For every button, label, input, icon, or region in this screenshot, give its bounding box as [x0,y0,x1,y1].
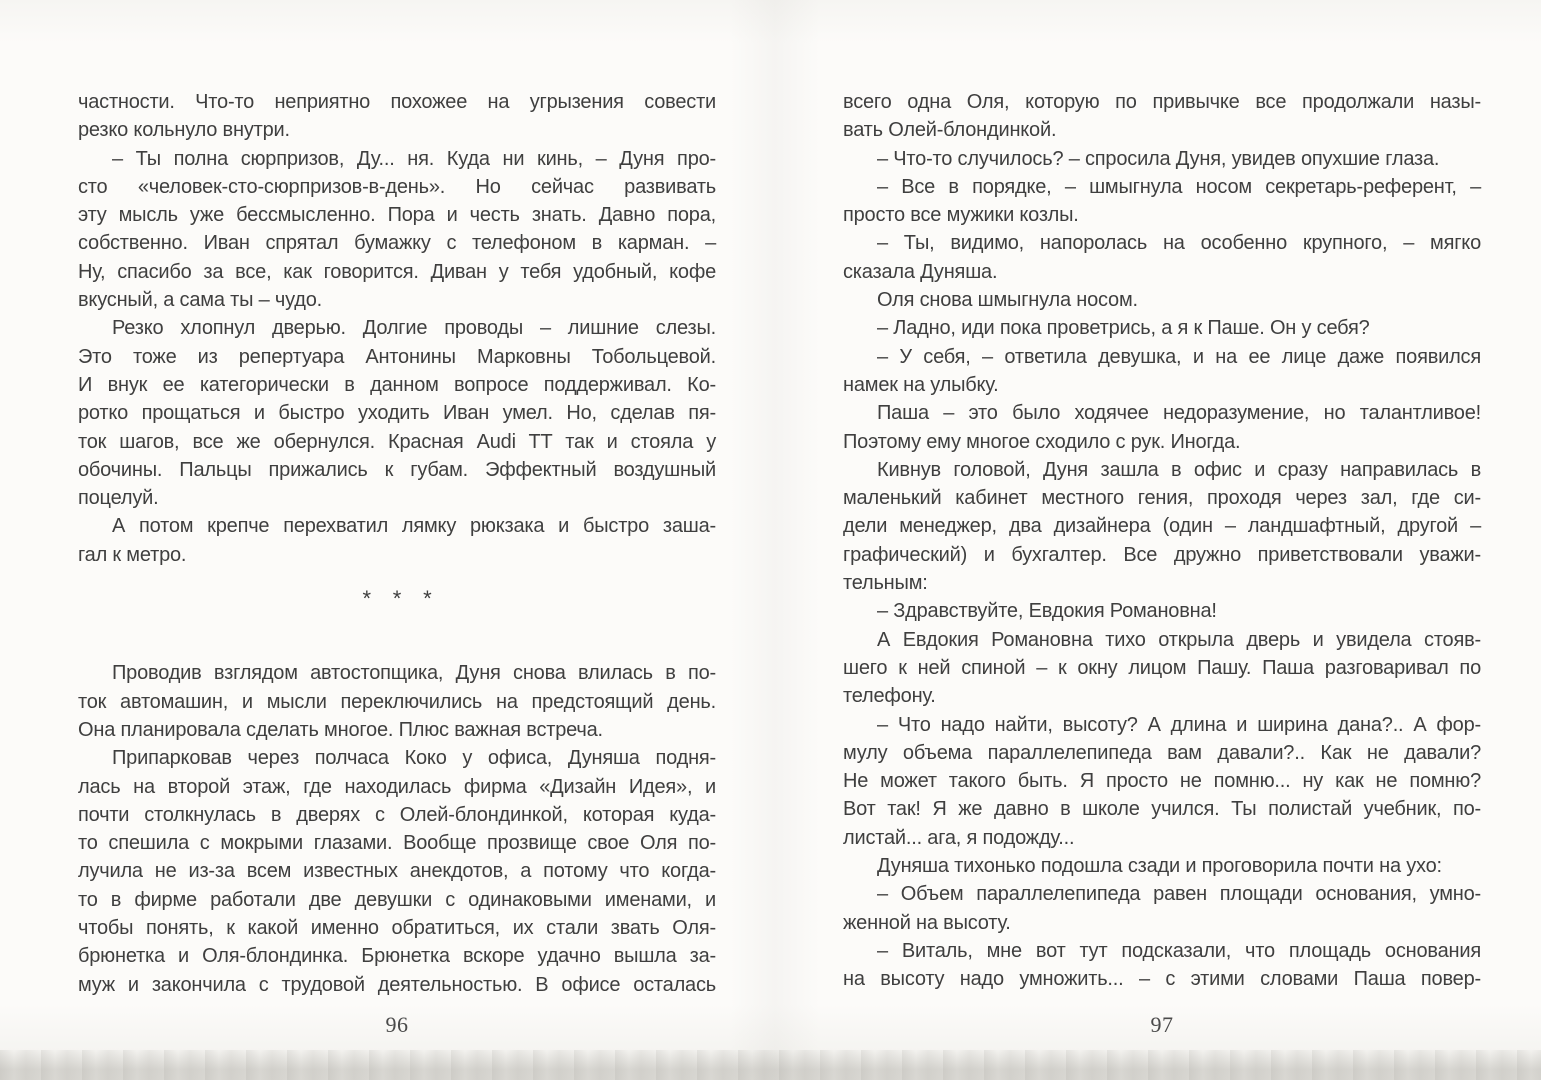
text-line: женной на высоту. [843,911,1011,934]
text-line: всего одна Оля, которую по привычке все продолжали назы- [843,91,1481,113]
text-line: резко кольнуло внутри. [78,119,290,142]
text-line: почти столкнулась в дверях с Олей-блондинкой, которая куда- [78,803,716,826]
text-line: Кивнув головой, Дуня зашла в офис и сразу направилась в [877,458,1481,481]
text-line: Она планировала сделать многое. Плюс важная встреча. [78,718,603,741]
spine-shade [730,0,820,1080]
text-line: Проводив взглядом автостопщика, Дуня снова влилась в по- [112,662,716,685]
text-line: Паша – это было ходячее недоразумение, но талантливое! [877,402,1481,425]
text-line: графический) и бухгалтер. Все дружно приветствовали уважи- [843,543,1481,566]
text-line: собственно. Иван спрятал бумажку с телефоном в карман. – [78,232,716,255]
text-line: – Ты, видимо, напоролась на особенно крупного, – мягко [877,232,1481,255]
text-line: гал к метро. [78,543,187,566]
text-line: то спешила с мокрыми глазами. Вообще прозвище свое Оля по- [78,832,716,855]
text-line: лась на второй этаж, где находилась фирма «Дизайн Идея», и [78,775,716,798]
page-number-right: 97 [1150,1012,1174,1037]
page-edge-shadow [0,1050,1541,1080]
text-line: тельным: [843,572,928,595]
text-line: то в фирме работали две девушки с одинаковыми именами, и [78,888,716,911]
page-number-left: 96 [385,1012,409,1037]
text-line: – Ты полна сюрпризов, Ду... ня. Куда ни кинь, – Дуня про- [112,147,716,170]
page-right-text [843,88,1481,994]
text-line: брюнетка и Оля-блондинка. Брюнетка вскоре удачно вышла за- [78,945,716,968]
text-line: – Что-то случилось? – спросила Дуня, увидев опухшие глаза. [877,147,1440,170]
text-line: – Виталь, мне вот тут подсказали, что площадь основания [877,939,1481,962]
text-line: А потом крепче перехватил лямку рюкзака и быстро заша- [112,515,716,538]
text-line: вать Олей-блондинкой. [843,119,1057,142]
text-line: – Что надо найти, высоту? А длина и ширина дана?.. А фор- [877,713,1481,736]
text-line: Дуняша тихонько подошла сзади и проговорила почти на ухо: [877,855,1442,878]
text-line: ток шагов, все же обернулся. Красная Audi TT так и стояла у [78,430,716,453]
text-line: – Ладно, иди пока проветрись, а я к Паше. Он у себя? [877,317,1370,340]
text-line: – Здравствуйте, Евдокия Романовна! [877,600,1217,623]
text-line: Не может такого быть. Я просто не помню... ну как не помню? [843,770,1481,793]
text-line: намек на улыбку. [843,373,999,396]
text-line: шего к ней спиной – к окну лицом Пашу. Паша разговаривал по [843,656,1481,679]
text-line: на высоту надо умножить... – с этими словами Паша повер- [843,968,1481,991]
text-line: лучила не из-за всем известных анекдотов, а потому что когда- [78,860,716,883]
text-line: мулу объема параллелепипеда вам давали?.. Как не давали? [843,741,1481,764]
text-line: – Объем параллелепипеда равен площади основания, умно- [877,883,1481,906]
text-line: Это тоже из репертуара Антонины Марковны Тобольцевой. [78,345,716,368]
text-line: чтобы понять, к какой именно обратиться, их стали звать Оля- [78,917,716,940]
text-line: И внук ее категорически в данном вопросе поддерживал. Ко- [78,373,716,396]
text-line: телефону. [843,685,936,708]
text-line: Оля снова шмыгнула носом. [877,289,1138,312]
text-line: поцелуй. [78,487,159,510]
text-line: сказала Дуняша. [843,260,998,283]
page-left-text [78,88,716,999]
section-separator: * * * [362,586,432,612]
text-line: частности. Что-то неприятно похожее на угрызения совести [78,91,716,113]
text-line: А Евдокия Романовна тихо открыла дверь и увидела стояв- [877,628,1481,651]
text-line: вкусный, а сама ты – чудо. [78,289,322,312]
text-line: обочины. Пальцы прижались к губам. Эффектный воздушный [78,458,716,481]
text-line: Вот так! Я же давно в школе учился. Ты полистай учебник, по- [843,798,1481,821]
text-line: ротко прощаться и быстро уходить Иван умел. Но, сделав пя- [78,402,716,425]
text-line: дели менеджер, два дизайнера (один – ландшафтный, другой – [843,515,1481,538]
text-line: муж и закончила с трудовой деятельностью. В офисе осталась [78,973,716,996]
text-line: эту мысль уже бессмысленно. Пора и честь знать. Давно пора, [78,204,716,227]
text-line: листай... ага, я подожду... [843,826,1075,849]
text-line: – Все в порядке, – шмыгнула носом секретарь-референт, – [877,175,1481,198]
text-line: – У себя, – ответила девушка, и на ее лице даже появился [877,345,1481,368]
text-line: просто все мужики козлы. [843,204,1079,227]
text-line: маленький кабинет местного гения, проходя через зал, где си- [843,487,1481,510]
text-line: Ну, спасибо за все, как говорится. Диван у тебя удобный, кофе [78,260,716,283]
text-line: ток автомашин, и мысли переключились на предстоящий день. [78,690,716,713]
text-line: Припарковав через полчаса Коко у офиса, Дуняша подня- [112,747,716,770]
text-line: сто «человек-сто-сюрпризов-в-день». Но сейчас развивать [78,175,716,198]
text-line: Поэтому ему многое сходило с рук. Иногда. [843,430,1241,453]
text-line: Резко хлопнул дверью. Долгие проводы – лишние слезы. [112,317,716,340]
